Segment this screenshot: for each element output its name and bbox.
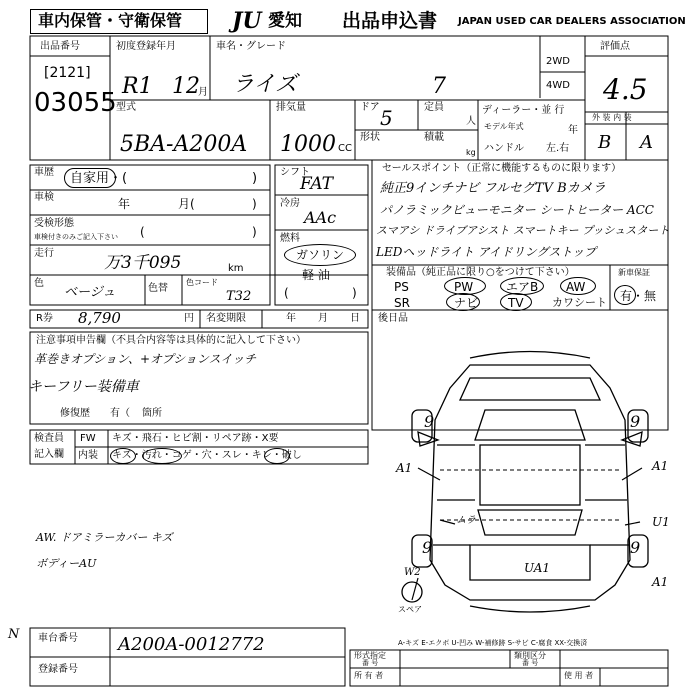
acceptance-note: 車検付きのみご記入下さい	[34, 233, 118, 241]
fuel-open: (	[284, 286, 289, 300]
remarks-label: 後日品	[378, 313, 408, 324]
lot-label: 出品番号	[40, 41, 80, 52]
name-change-label: 名変期限	[206, 313, 246, 324]
name-change-day: 日	[350, 313, 360, 324]
shift-value: FAT	[300, 174, 334, 194]
navi-circle	[446, 293, 480, 311]
interior-label: 内装	[78, 450, 98, 461]
equipment-label: 装備品（純正品に限り○をつけて下さい）	[386, 267, 575, 278]
car-grade: 7	[432, 74, 446, 99]
equip-navi: ナビ	[454, 296, 479, 310]
mileage-value: 万3千095	[104, 253, 182, 273]
first-reg-label: 初度登録年月	[116, 41, 176, 52]
sales-point-line-1: 純正9インチナビ フルセグTV Bカメラ	[380, 181, 606, 196]
tone-label: 色替	[148, 283, 168, 294]
chassis-label: 車台番号	[38, 633, 78, 644]
damage-note-2: ボディーAU	[36, 557, 97, 570]
equip-ps: PS	[394, 280, 409, 294]
aw-circle	[560, 277, 596, 295]
km-unit: km	[228, 263, 244, 274]
yen-unit: 円	[184, 313, 194, 324]
category-number-label: 番 号	[522, 659, 539, 667]
lot-bracket: [2121]	[44, 65, 91, 81]
ac-label: 冷房	[280, 198, 300, 209]
airbag-circle	[500, 277, 544, 295]
reg-number-label: 登録番号	[38, 664, 78, 675]
model-label: 型式	[116, 102, 136, 113]
equip-tv: TV	[508, 296, 524, 310]
inspection-month: 月(	[178, 197, 195, 211]
private-use-circle	[64, 168, 116, 188]
interior-circle-1	[110, 448, 136, 464]
mark-mura: ムラ	[456, 515, 476, 526]
ext-int-label: 外 装 内 装	[592, 113, 632, 122]
sales-point-line-4: LEDヘッドライト アイドリングストップ	[376, 245, 597, 259]
mark-w2: W2	[404, 567, 421, 578]
mark-a1-left: A1	[396, 461, 413, 475]
equip-sr: SR	[394, 296, 410, 310]
storage-badge-text: 車内保管・守衛保管	[38, 11, 183, 30]
sales-point-line-3: スマアシ ドライブアシスト スマートキー プッシュスタート	[376, 224, 670, 237]
chassis-value: A200A-0012772	[118, 634, 265, 655]
grade-label: 評価点	[600, 41, 630, 52]
fw-items: キズ・飛石・ヒビ割・リペア跡・X要	[112, 433, 279, 444]
shift-label: シフト	[280, 167, 310, 178]
dealer-label: ディーラー・並 行	[482, 105, 565, 116]
sales-points-label: セールスポイント（正常に機能するものに限ります）	[382, 163, 622, 174]
interior-grade: A	[640, 132, 653, 153]
year-unit: 年	[568, 125, 578, 136]
tire-fl: 9	[424, 412, 435, 431]
equip-airbag: エアB	[506, 280, 539, 294]
user-label: 使 用 者	[564, 671, 594, 680]
owner-label: 所 有 者	[354, 671, 384, 680]
interior-circle-2	[142, 448, 182, 464]
repair-label: 修復歴	[60, 408, 90, 419]
inspection-label: 車検	[34, 192, 54, 203]
category-label: 類別区分	[514, 651, 546, 660]
spare-label: スペア	[398, 605, 422, 614]
ju-logo: JU	[232, 8, 262, 34]
tire-rr: 9	[630, 538, 641, 557]
acceptance-label: 受検形態	[34, 218, 74, 229]
cc-unit: CC	[338, 143, 352, 154]
repair-unit: 箇所	[142, 408, 162, 419]
notes-line-2: キーフリー装備車	[28, 379, 139, 395]
form-title: 出品申込書	[342, 10, 438, 32]
mark-a1-rear: A1	[652, 575, 669, 589]
warranty-yes-circle	[614, 285, 636, 305]
inspection-close: )	[252, 197, 257, 211]
shape-label: 形状	[360, 132, 380, 143]
inspection-year: 年	[118, 197, 131, 211]
grade-score: 4.5	[603, 73, 648, 106]
damage-note-1: AW. ドアミラーカバー キズ	[36, 531, 173, 544]
load-label: 積載	[424, 132, 444, 143]
repair-value: 有（	[110, 408, 130, 419]
mark-ua1: UA1	[524, 561, 551, 575]
color-label: 色	[34, 278, 44, 289]
logo-region: 愛知	[268, 11, 302, 31]
mileage-label: 走行	[34, 248, 54, 259]
spec-number-label: 番 号	[362, 659, 379, 667]
fuel-label: 燃料	[280, 233, 300, 244]
reg-month: 12	[172, 74, 200, 99]
warranty-label: 新車保証	[618, 268, 650, 277]
car-name-label: 車名・グレード	[216, 41, 286, 52]
inspector-label-2: 記入欄	[34, 449, 64, 460]
interior-circle-3	[264, 448, 290, 464]
history-close: )	[252, 171, 258, 186]
interior-items: キズ・汚れ・コゲ・穴・スレ・キレ・破し	[112, 450, 302, 461]
fw-label: FW	[80, 433, 96, 444]
drive-2wd: 2WD	[546, 56, 570, 67]
equip-aw: AW	[566, 280, 586, 294]
mark-a1-right: A1	[652, 459, 669, 473]
acceptance-open: (	[140, 225, 145, 239]
handle-side: 左.右	[546, 143, 570, 154]
notes-label: 注意事項申告欄（不具合内容等は具体的に記入して下さい）	[36, 335, 306, 346]
tire-rl: 9	[422, 538, 433, 557]
capacity-label: 定員	[424, 102, 444, 113]
person-unit: 人	[466, 116, 476, 127]
sales-point-line-2: パノラミックビューモニター シートヒーター ACC	[380, 203, 654, 217]
handle-label: ハンドル	[484, 143, 524, 154]
doors-value: 5	[380, 106, 393, 130]
kg-unit: kg	[466, 148, 476, 157]
displacement-value: 1000	[280, 132, 336, 157]
notes-line-1: 革巻きオプション、+オプションスイッチ	[34, 352, 257, 366]
drive-4wd: 4WD	[546, 80, 570, 91]
fuel-close: )	[352, 286, 357, 300]
name-change-year: 年	[286, 313, 296, 324]
chassis-marker: N	[8, 627, 20, 642]
car-name: ライズ	[232, 72, 298, 97]
name-change-month: 月	[318, 313, 328, 324]
equip-pw: PW	[454, 280, 474, 294]
model-code: 5BA-A200A	[120, 132, 248, 157]
reg-month-unit: 月	[198, 87, 208, 98]
association-name: JAPAN USED CAR DEALERS ASSOCIATION	[458, 16, 686, 27]
doors-label: ドア	[360, 102, 380, 113]
mark-u1-right: U1	[652, 515, 670, 529]
history-value: 自家用・(	[70, 171, 128, 186]
acceptance-close: )	[252, 225, 257, 239]
color-code-value: T32	[226, 289, 252, 304]
inspector-label-1: 検査員	[34, 433, 64, 444]
warranty-value: 有・無	[620, 289, 657, 303]
displacement-label: 排気量	[276, 102, 306, 113]
tire-fr: 9	[630, 412, 641, 431]
ac-value: AAc	[304, 208, 337, 227]
tv-circle	[500, 293, 532, 311]
r-ticket-value: 8,790	[78, 309, 121, 327]
history-label: 車歴	[34, 167, 54, 178]
reg-era: R1	[122, 74, 153, 99]
spec-cert-label: 形式指定	[354, 651, 386, 660]
equip-leather-seat: カワシート	[552, 296, 607, 309]
color-value: ベージュ	[64, 285, 116, 300]
exterior-grade: B	[598, 132, 612, 153]
diesel-label: 軽 油	[302, 268, 330, 282]
damage-legend: A-キズ E-エクボ U-凹み W-補修跡 S-サビ C-腐食 XX-交換済	[398, 639, 588, 647]
color-code-label: 色コード	[186, 278, 218, 287]
lot-number: 03055	[34, 88, 117, 118]
model-year-label: モデル年式	[484, 122, 524, 131]
r-ticket-label: R券	[36, 313, 53, 324]
gasoline-label: ガソリン	[296, 248, 345, 262]
